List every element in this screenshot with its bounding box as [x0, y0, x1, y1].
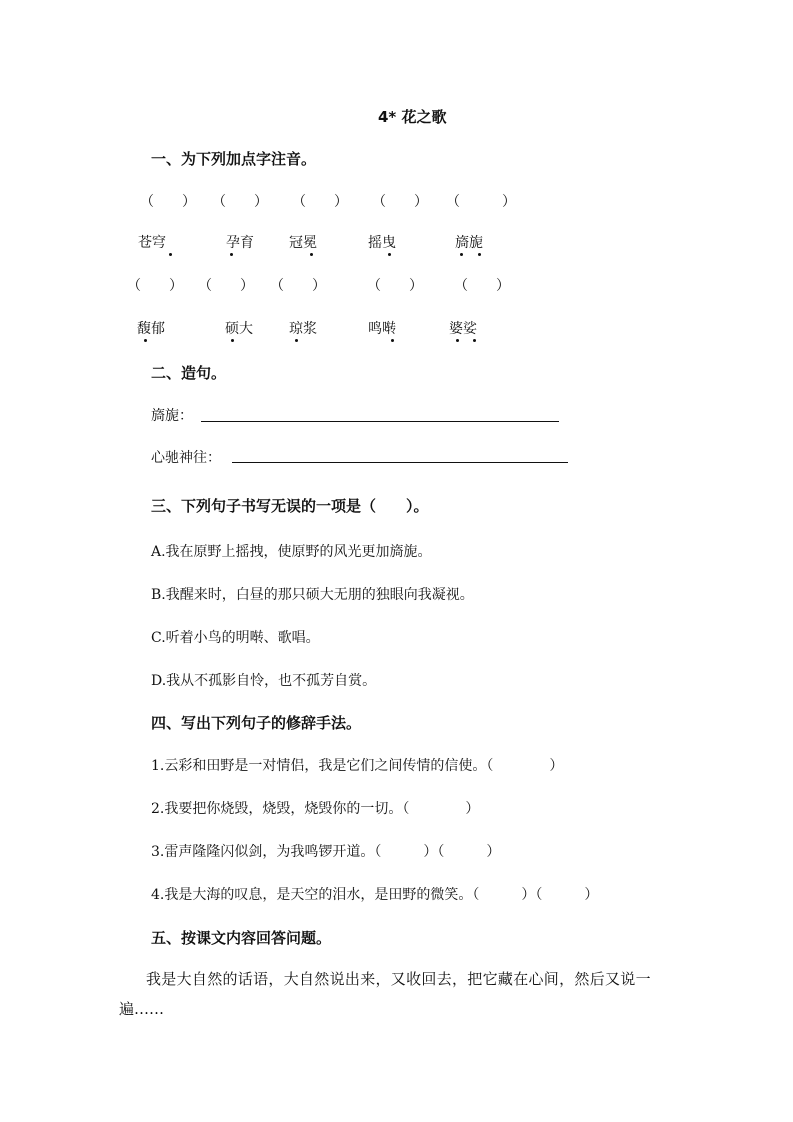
- emphasis-dot: [460, 253, 463, 256]
- word-item: 硕大: [225, 321, 253, 337]
- emphasis-dot: [391, 339, 394, 342]
- sentence-prompt: 旖旎：: [151, 408, 193, 424]
- paren-blank: （ ）: [198, 278, 254, 294]
- paren-blank: （ ）: [127, 278, 183, 294]
- word-item: 鸣啭: [368, 321, 396, 337]
- word-item: 摇曳: [368, 235, 396, 251]
- paren-blank: （ ）: [270, 278, 326, 294]
- word-item: 旖旎: [455, 235, 483, 251]
- choice-option: C.听着小鸟的明啭、歌唱。: [151, 630, 320, 646]
- emphasis-dot: [310, 253, 313, 256]
- emphasis-dot: [456, 339, 459, 342]
- word-item: 孕育: [226, 235, 254, 251]
- choice-option: A.我在原野上摇拽，使原野的风光更加旖旎。: [151, 544, 432, 560]
- choice-option: D.我从不孤影自怜，也不孤芳自赏。: [151, 673, 377, 689]
- emphasis-dot: [473, 339, 476, 342]
- emphasis-dot: [295, 339, 298, 342]
- answer-line[interactable]: [232, 462, 568, 463]
- emphasis-dot: [388, 253, 391, 256]
- paren-blank: （ ）: [454, 278, 510, 294]
- sentence-prompt: 心驰神往：: [151, 450, 221, 466]
- emphasis-dot: [231, 339, 234, 342]
- section3-heading: 三、下列句子书写无误的一项是（ ）。: [151, 497, 429, 515]
- rhetoric-item: 1.云彩和田野是一对情侣，我是它们之间传情的信使。（ ）: [151, 758, 564, 774]
- emphasis-dot: [478, 253, 481, 256]
- paren-blank: （ ）: [292, 194, 348, 210]
- answer-line[interactable]: [201, 421, 559, 422]
- paren-blank: （ ）: [212, 194, 268, 210]
- word-item: 冠冕: [289, 235, 317, 251]
- choice-option: B.我醒来时，白昼的那只硕大无朋的独眼向我凝视。: [151, 587, 474, 603]
- word-item: 馥郁: [137, 321, 165, 337]
- emphasis-dot: [144, 339, 147, 342]
- page-title: 4* 花之歌: [378, 108, 447, 126]
- paren-blank: （ ）: [140, 194, 196, 210]
- paren-blank: （ ）: [446, 194, 516, 210]
- section2-heading: 二、造句。: [151, 364, 227, 382]
- emphasis-dot: [169, 253, 172, 256]
- passage-line: 我是大自然的话语，大自然说出来，又收回去，把它藏在心间，然后又说一: [146, 970, 651, 988]
- paren-blank: （ ）: [367, 278, 423, 294]
- section4-heading: 四、写出下列句子的修辞手法。: [151, 714, 362, 732]
- word-item: 苍穹: [138, 235, 166, 251]
- emphasis-dot: [230, 253, 233, 256]
- rhetoric-item: 4.我是大海的叹息，是天空的泪水，是田野的微笑。（ ）（ ）: [151, 887, 599, 903]
- paren-blank: （ ）: [372, 194, 428, 210]
- rhetoric-item: 2.我要把你烧毁，烧毁，烧毁你的一切。（ ）: [151, 801, 480, 817]
- word-item: 婆娑: [449, 321, 477, 337]
- word-item: 琼浆: [289, 321, 317, 337]
- section1-heading: 一、为下列加点字注音。: [151, 150, 317, 168]
- rhetoric-item: 3.雷声隆隆闪似剑，为我鸣锣开道。（ ）（ ）: [151, 844, 501, 860]
- section5-heading: 五、按课文内容回答问题。: [151, 929, 332, 947]
- passage-line: 遍……: [119, 1000, 165, 1018]
